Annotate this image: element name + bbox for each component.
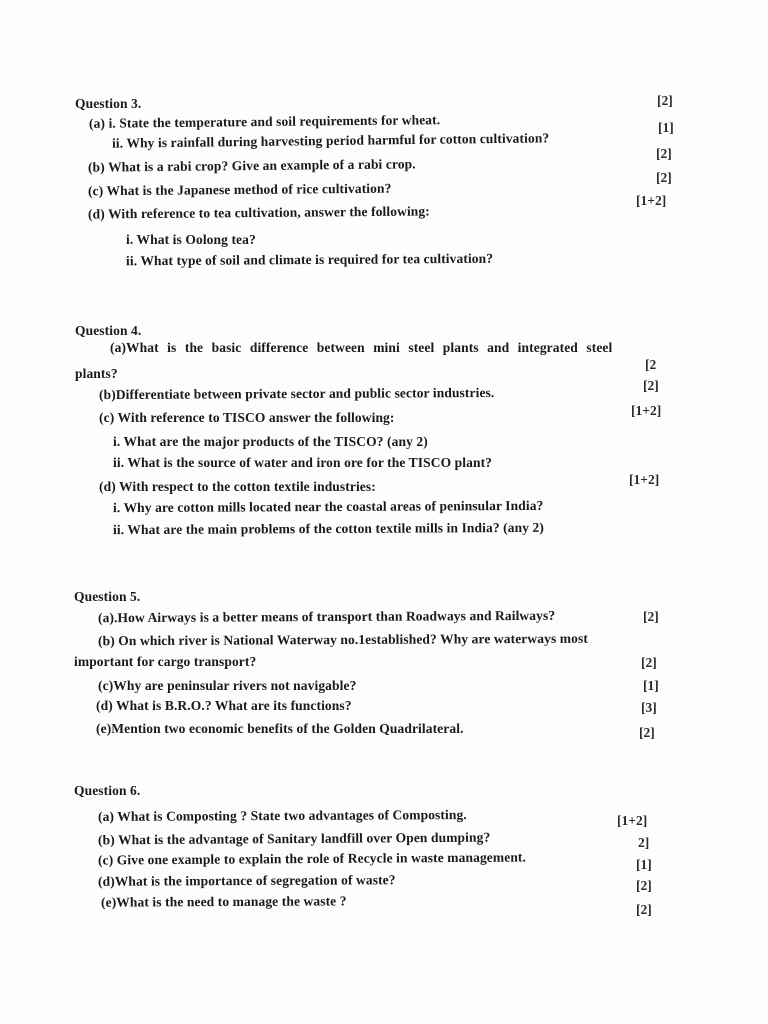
q6-d: (d)What is the importance of segregation of waste? (97, 872, 396, 889)
q3-c: (c) What is the Japanese method of rice cultivation? (87, 180, 392, 199)
q6-e-marks: [2] (636, 902, 652, 917)
q6-d-marks: [2] (636, 878, 652, 893)
q3-a-i: (a) i. State the temperature and soil requirements for wheat. (88, 112, 441, 131)
question-5-title: Question 5. (74, 589, 141, 604)
q3-a-ii-marks: [1] (658, 120, 674, 135)
q6-c: (c) Give one example to explain the role of Recycle in waste management. (97, 849, 527, 868)
q6-b-marks: 2] (638, 835, 650, 850)
q3-d-marks: [1+2] (636, 193, 667, 208)
q5-b-marks: [2] (641, 655, 657, 670)
q3-b: (b) What is a rabi crop? Give an example of a rabi crop. (87, 156, 416, 175)
q5-d: (d) What is B.R.O.? What are its functions? (96, 698, 352, 713)
q6-a: (a) What is Composting ? State two advantages of Composting. (97, 807, 467, 824)
q4-d-i: i. Why are cotton mills located near the coastal areas of peninsular India? (112, 497, 544, 516)
q3-d-i: i. What is Oolong tea? (126, 232, 256, 247)
q4-b-marks: [2] (643, 378, 659, 393)
q4-d: (d) With respect to the cotton textile industries: (99, 479, 376, 494)
q3-a-i-marks: [2] (657, 93, 673, 108)
q4-c-i: i. What are the major products of the TISCO? (any 2) (113, 434, 428, 449)
q5-e-marks: [2] (639, 725, 655, 740)
q5-b-line2: important for cargo transport? (74, 654, 257, 669)
q5-e: (e)Mention two economic benefits of the Golden Quadrilateral. (96, 721, 464, 736)
q4-c-marks: [1+2] (631, 403, 662, 418)
q3-c-marks: [2] (656, 170, 672, 185)
question-3-title: Question 3. (75, 96, 142, 111)
q3-a-ii: ii. Why is rainfall during harvesting period harmful for cotton cultivation? (111, 130, 550, 151)
q6-c-marks: [1] (636, 857, 652, 872)
q6-b: (b) What is the advantage of Sanitary landfill over Open dumping? (97, 829, 491, 848)
q4-c: (c) With reference to TISCO answer the following: (99, 410, 395, 425)
q5-c-marks: [1] (643, 678, 659, 693)
q4-b: (b)Differentiate between private sector and public sector industries. (98, 384, 495, 403)
question-6-title: Question 6. (74, 783, 141, 798)
q6-a-marks: [1+2] (617, 813, 648, 828)
q4-a-line2: plants? (75, 366, 118, 381)
q5-d-marks: [3] (641, 700, 657, 715)
q3-d: (d) With reference to tea cultivation, answer the following: (87, 203, 430, 222)
q4-c-ii: ii. What is the source of water and iron ore for the TISCO plant? (113, 455, 493, 470)
q5-a-marks: [2] (643, 609, 659, 624)
q4-a-line1: (a)What is the basic difference between mini steel plants and integrated steel (110, 340, 613, 355)
q3-d-ii: ii. What type of soil and climate is required for tea cultivation? (125, 250, 494, 269)
q4-d-marks: [1+2] (629, 472, 660, 487)
q4-d-ii: ii. What are the main problems of the cotton textile mills in India? (any 2) (112, 519, 545, 538)
question-4-title: Question 4. (75, 323, 142, 338)
q5-b-line1: (b) On which river is National Waterway no.1established? Why are waterways most (97, 630, 588, 649)
q3-b-marks: [2] (656, 146, 672, 161)
q6-e: (e)What is the need to manage the waste ? (100, 893, 347, 910)
q5-c: (c)Why are peninsular rivers not navigable? (98, 678, 357, 693)
q4-a-marks: [2 (645, 357, 657, 372)
q5-a: (a).How Airways is a better means of transport than Roadways and Railways? (97, 607, 556, 626)
